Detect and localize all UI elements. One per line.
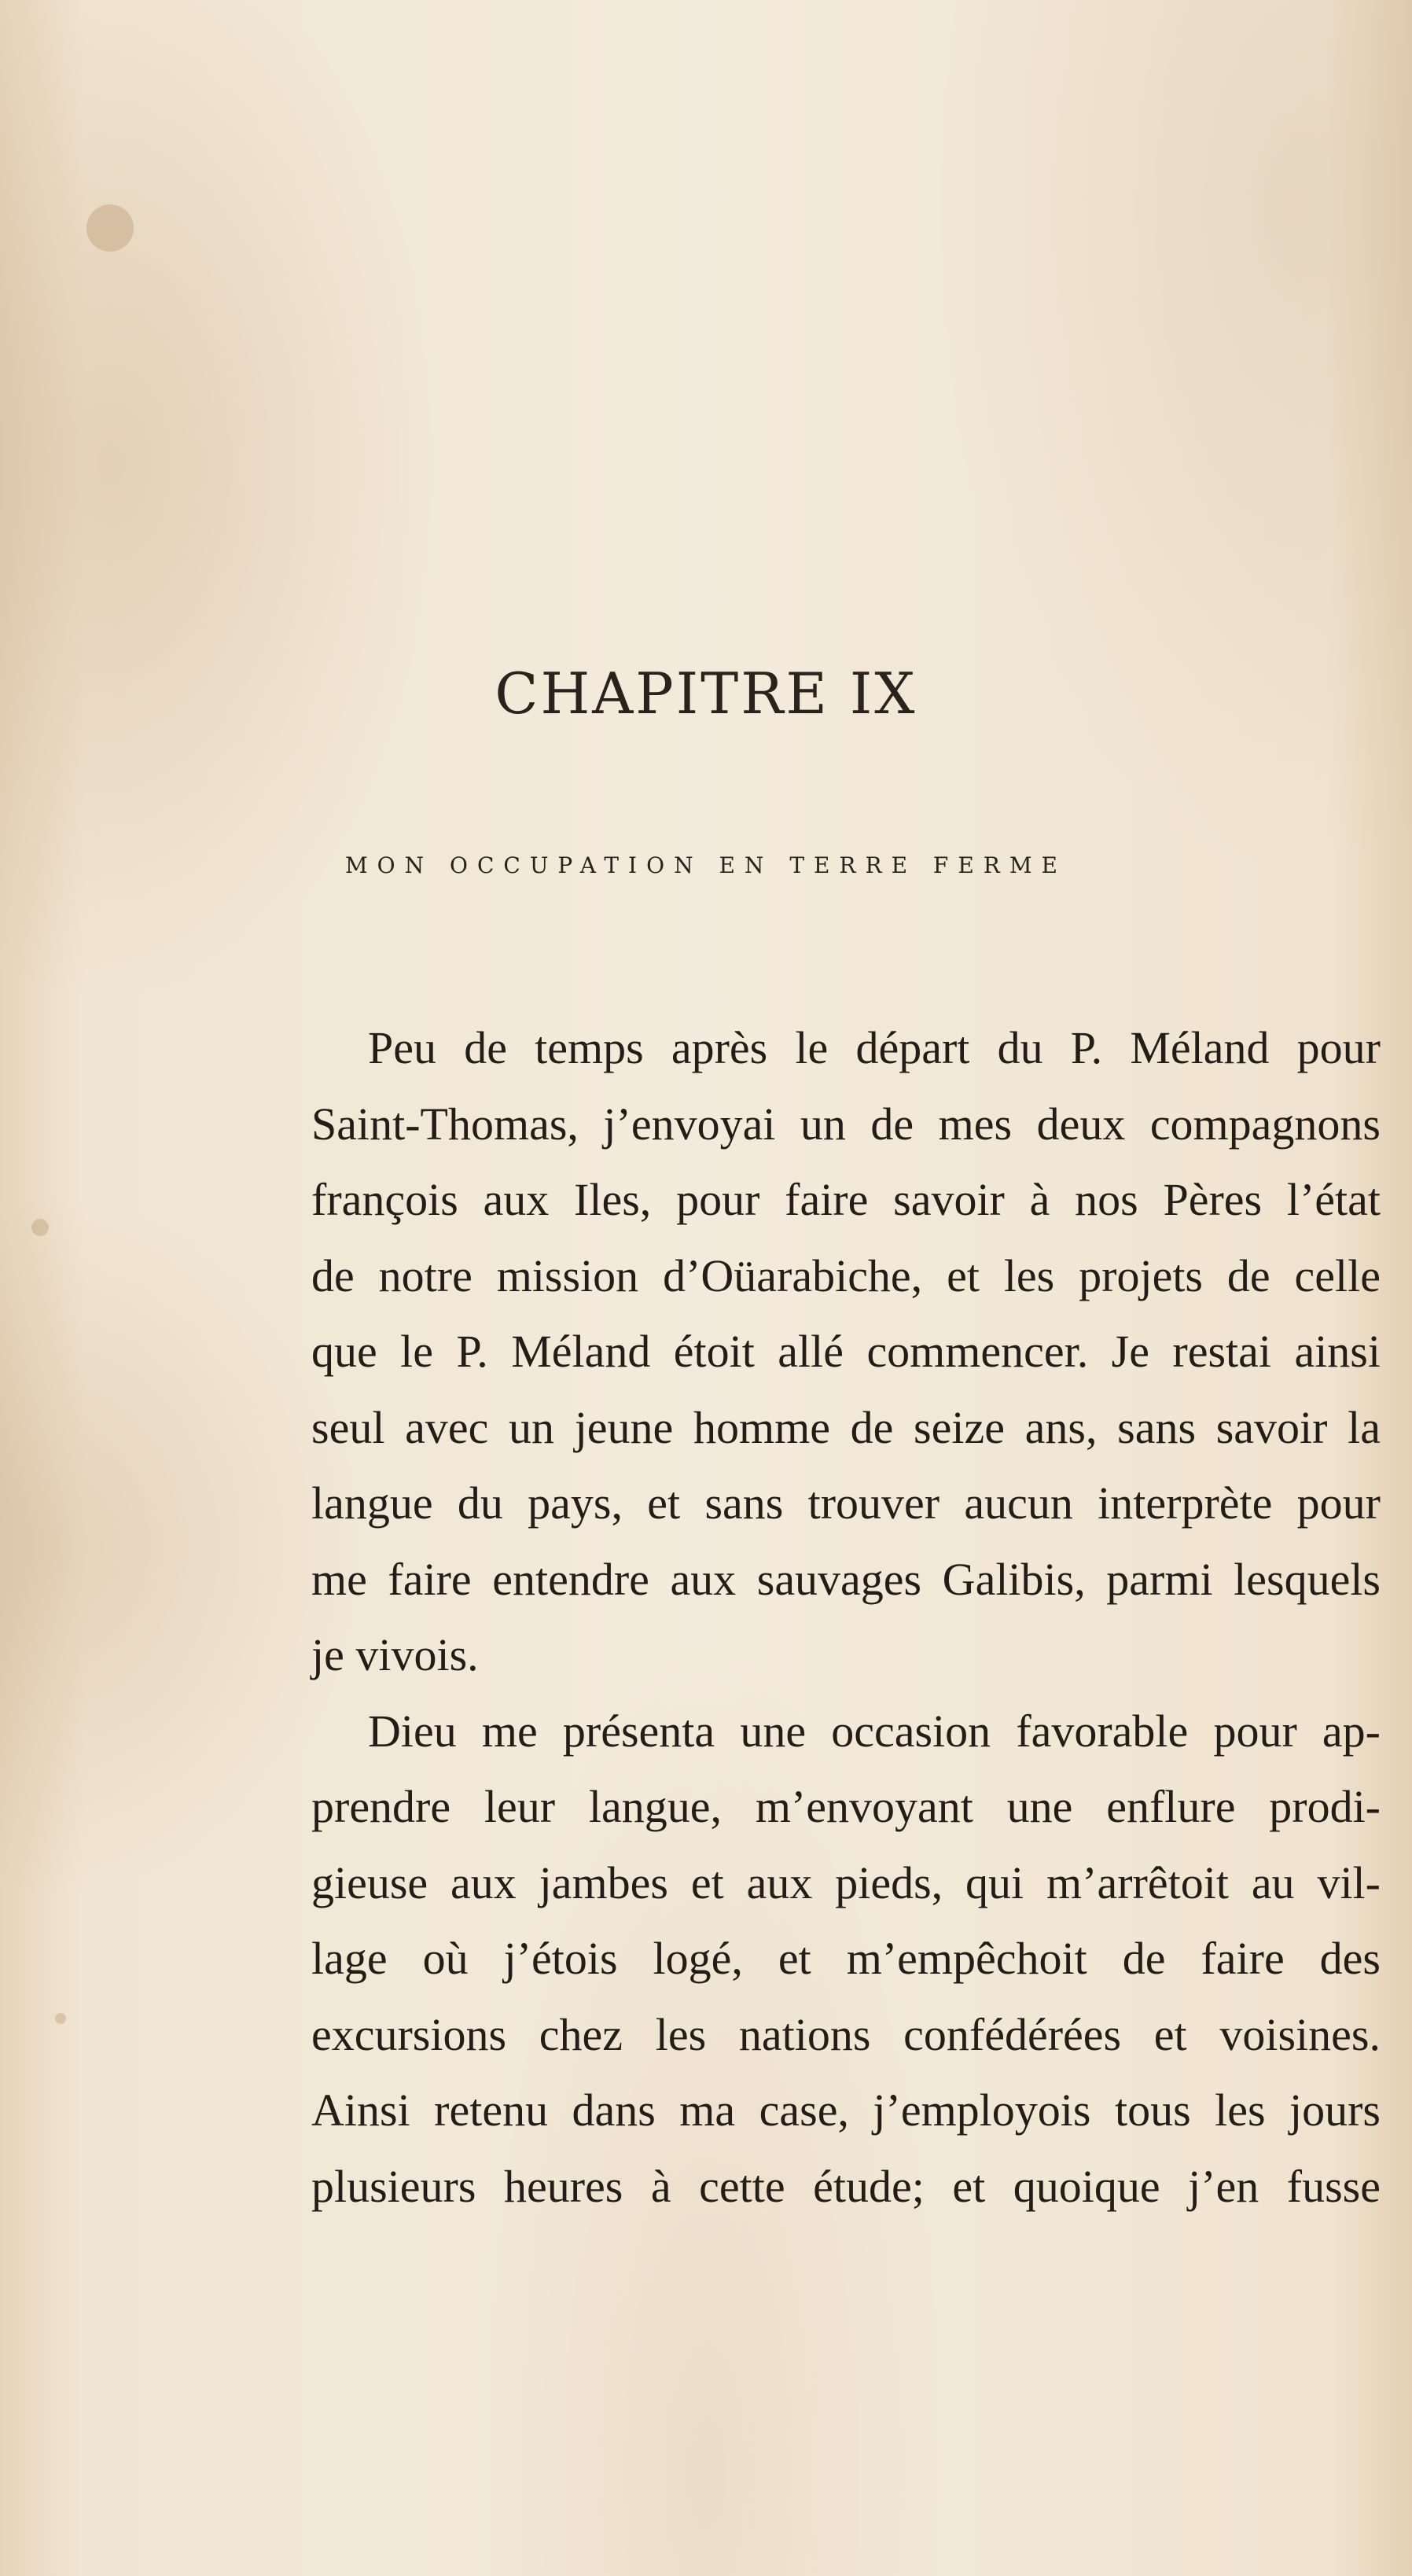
text-line: gieuse aux jambes et aux pieds, qui m’arrêtoit au vil- [311,1857,1381,1908]
text-line: Ainsi retenu dans ma case, j’employois tous les jours [311,2085,1381,2136]
paper-stain [86,204,134,252]
text-line: lage où j’étois logé, et m’empêchoit de faire des [311,1933,1381,1984]
text-line: françois aux Iles, pour faire savoir à nos Pères l’état [311,1174,1381,1225]
text-line: Saint-Thomas, j’envoyai un de mes deux compagnons [311,1098,1381,1150]
paper-stain [31,1219,49,1236]
chapter-title: CHAPITRE IX [495,661,917,727]
text-line: excursions chez les nations confédérées et voisines. [311,2008,1381,2060]
text-line: seul avec un jeune homme de seize ans, sans savoir la [311,1401,1381,1453]
text-line: Dieu me présenta une occasion favorable pour ap- [368,1705,1381,1757]
text-line: plusieurs heures à cette étude; et quoique j’en fusse [311,2160,1381,2212]
text-line: que le P. Méland étoit allé commencer. Je restai ainsi [311,1326,1381,1377]
chapter-subtitle: MON OCCUPATION EN TERRE FERME [345,852,1067,878]
text-line: langue du pays, et sans trouver aucun interprète pour [311,1478,1381,1529]
text-line: de notre mission d’Oüarabiche, et les projets de celle [311,1249,1381,1301]
text-line: prendre leur langue, m’envoyant une enflure prodi- [311,1781,1381,1832]
paper-stain [55,2013,66,2024]
text-line: je vivois. [311,1629,479,1680]
text-line: Peu de temps après le départ du P. Méland pour [368,1022,1381,1073]
text-line: me faire entendre aux sauvages Galibis, parmi lesquels [311,1553,1381,1605]
body-text [311,1010,1381,2225]
